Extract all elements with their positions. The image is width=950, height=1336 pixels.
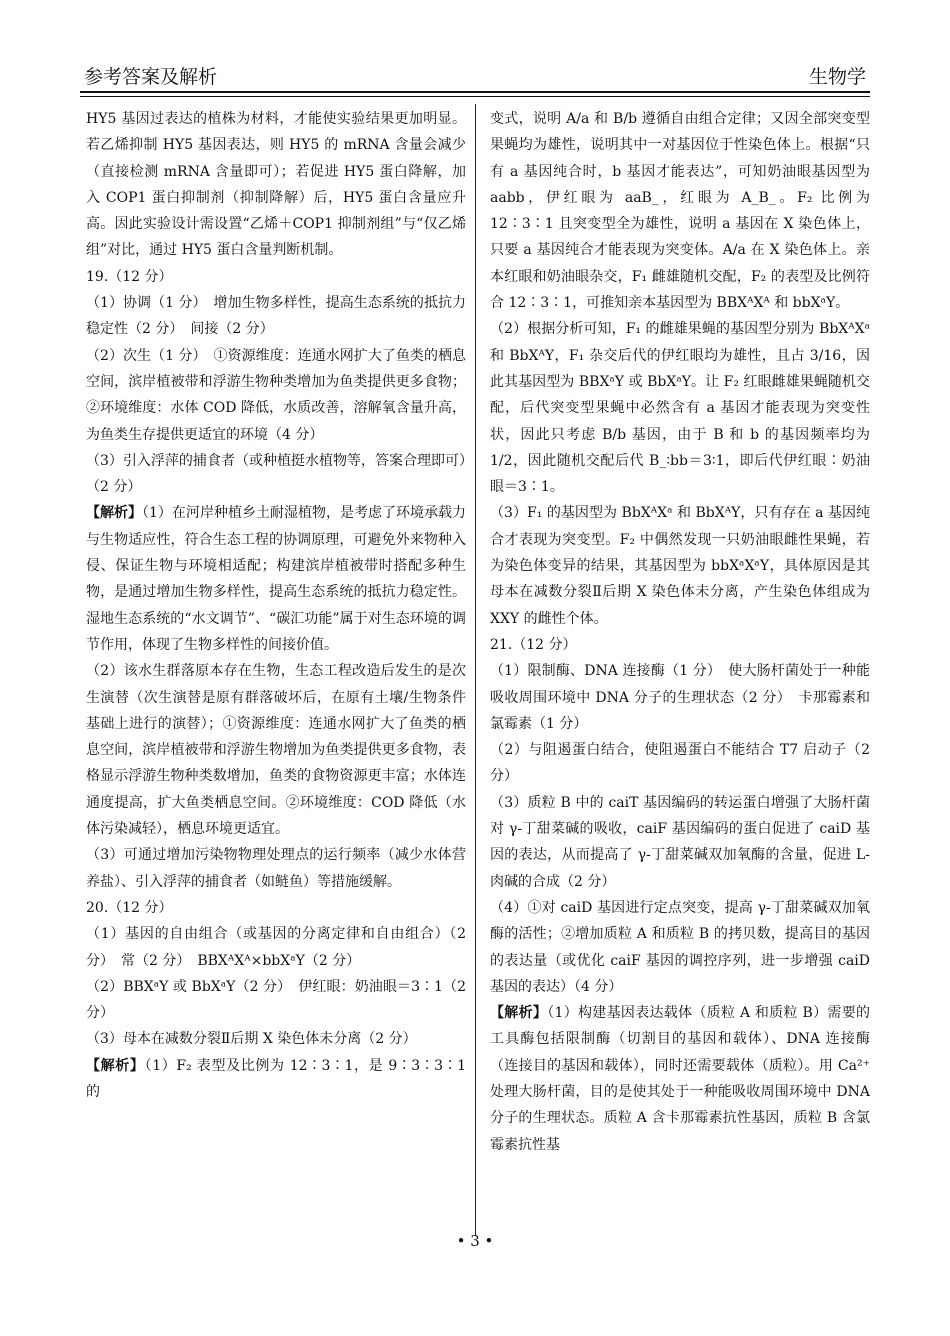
header-rule-thin <box>80 96 870 97</box>
answer-paragraph: （3）F₁ 的基因型为 BbXᴬXᵃ 和 BbXᴬY，只有存在 a 基因纯合才表现为突变型。F₂ 中偶然发现一只奶油眼雌性果蝇，若为染色体变异的结果，其基因型为 bbXᵃXᵃY，具体原因是其母本在减数分裂Ⅱ后期 X 染色体未分离，产生染色体组成为 XXY 的雌性个体。 <box>490 505 870 627</box>
analysis-paragraph <box>86 1053 466 1106</box>
answer-paragraph: （1）协调（1 分） 增加生物多样性，提高生态系统的抵抗力稳定性（2 分） 间接（2 分） <box>86 295 466 338</box>
question-number: 20.（12 分） <box>86 899 173 916</box>
answer-paragraph: （2）根据分析可知，F₁ 的雌雄果蝇的基因型分别为 BbXᴬXᵃ 和 BbXᴬY，F₁ 杂交后代的伊红眼均为雄性，且占 3/16，因此其基因型为 BBXᵃY 或 BbXᵃY。让 F₂ 红眼雌雄果蝇随机交配，后代突变型果蝇中必然含有 a 基因才能表现为突变性状，因此只考虑 B/b 基因，由于 B 和 b 的基因频率均为 1/2，因此随机交配后代 B_∶bb＝3∶1，即后代伊红眼∶奶油眼＝3∶1。 <box>490 321 870 496</box>
header-left-title: 参考答案及解析 <box>84 66 218 88</box>
answer-paragraph: （3）质粒 B 中的 caiT 基因编码的转运蛋白增强了大肠杆菌对 γ-丁甜菜碱的吸收，caiF 基因编码的蛋白促进了 caiD 基因的表达，从而提高了 γ-丁甜菜碱双加氧酶的含量，促进 L-肉碱的合成（2 分） <box>490 794 870 890</box>
right-column <box>490 106 870 1158</box>
page-header <box>80 58 870 92</box>
answer-paragraph: HY5 基因过表达的植株为材料，才能使实验结果更加明显。若乙烯抑制 HY5 基因表达，则 HY5 的 mRNA 含量会减少（直接检测 mRNA 含量即可）；若促进 HY5 蛋白降解，加入 COP1 蛋白抑制剂（抑制降解）后，HY5 蛋白含量应升高。因此实验设计需设置“乙烯＋COP1 抑制剂组”与“仅乙烯组”对比，通过 HY5 蛋白含量判断机制。 <box>86 111 466 259</box>
answer-paragraph: （1）限制酶、DNA 连接酶（1 分） 使大肠杆菌处于一种能吸收周围环境中 DNA 分子的生理状态（2 分） 卡那霉素和氯霉素（1 分） <box>490 663 870 732</box>
answer-paragraph: （2）该水生群落原本存在生物，生态工程改造后发生的是次生演替（次生演替是原有群落破坏后，在原有土壤/生物条件基础上进行的演替）；①资源维度：连通水网扩大了鱼类的栖息空间，滨岸植被带和浮游生物增加为鱼类提供更多食物，表格显示浮游生物种类数增加，鱼类的食物资源更丰富；水体连通度提高，扩大鱼类栖息空间。②环境维度：COD 降低（水体污染减轻），栖息环境更适宜。 <box>86 663 466 838</box>
answer-paragraph: （3）可通过增加污染物物理处理点的运行频率（减少水体营养盐）、引入浮萍的捕食者（如鲢鱼）等措施缓解。 <box>86 847 466 890</box>
analysis-tag: 【解析】 <box>490 1005 548 1022</box>
answer-paragraph: （4）①对 caiD 基因进行定点突变，提高 γ-丁甜菜碱双加氧酶的活性；②增加质粒 A 和质粒 B 的拷贝数，提高目的基因的表达量（或优化 caiF 基因的调控序列，进一步增强 caiD 基因的表达）（4 分） <box>490 899 870 995</box>
header-rule-thick <box>80 91 870 93</box>
question-number: 21.（12 分） <box>490 636 577 653</box>
answer-paragraph: （3）母本在减数分裂Ⅱ后期 X 染色体未分离（2 分） <box>86 1031 417 1048</box>
answer-paragraph: （2）与阻遏蛋白结合，使阻遏蛋白不能结合 T7 启动子（2 分） <box>490 742 870 785</box>
answer-paragraph: （3）引入浮萍的捕食者（或种植挺水植物等，答案合理即可）（2 分） <box>86 452 466 496</box>
analysis-paragraph <box>86 500 466 658</box>
left-column <box>86 106 466 1105</box>
analysis-tag: 【解析】 <box>86 505 143 522</box>
answer-paragraph: （2）次生（1 分） ①资源维度：连通水网扩大了鱼类的栖息空间，滨岸植被带和浮游生物种类增加为鱼类提供更多食物；②环境维度：水体 COD 降低，水质改善，溶解氧含量升高，为鱼类生存提供更适宜的环境（4 分） <box>86 347 466 443</box>
question-number: 19.（12 分） <box>86 268 173 285</box>
answer-paragraph: 变式，说明 A/a 和 B/b 遵循自由组合定律；又因全部突变型果蝇均为雄性，说明其中一对基因位于性染色体上。根据“只有 a 基因纯合时，b 基因才能表达”，可知奶油眼基因型为 aabb，伊红眼为 aaB_，红眼为 A_B_。F₂ 比例为 12∶3∶1 且突变型全为雄性，说明 a 基因在 X 染色体上，只要 a 基因纯合才能表现为突变体。A/a 在 X 染色体上。亲本红眼和奶油眼杂交，F₁ 雌雄随机交配，F₂ 的表型及比例符合 12∶3∶1，可推知亲本基因型为 BBXᴬXᴬ 和 bbXᵃY。 <box>490 111 870 312</box>
column-divider <box>475 104 476 1236</box>
header-subject: 生物学 <box>808 66 866 88</box>
analysis-tag: 【解析】 <box>86 1057 145 1074</box>
analysis-text: （1）F₂ 表型及比例为 12∶3∶1，是 9∶3∶3∶1 的 <box>86 1057 467 1100</box>
analysis-text: （1）构建基因表达载体（质粒 A 和质粒 B）需要的工具酶包括限制酶（切割目的基因和载体）、DNA 连接酶（连接目的基因和载体），同时还需要载体（质粒）。用 Ca²⁺ 处理大肠杆菌，目的是使其处于一种能吸收周围环境中 DNA 分子的生理状态。质粒 A 含卡那霉素抗性基因，质粒 B 含氯霉素抗性基 <box>490 1005 871 1153</box>
page-number: • 3 • <box>456 1232 494 1250</box>
answer-paragraph: （2）BBXᵃY 或 BbXᵃY（2 分） 伊红眼：奶油眼＝3∶1（2 分） <box>86 978 466 1022</box>
analysis-paragraph <box>490 1000 870 1158</box>
analysis-text: （1）在河岸种植乡土耐湿植物，是考虑了环境承载力与生物适应性，符合生态工程的协调原理，可避免外来物种入侵、保证生物与环境相适配；构建滨岸植被带时搭配多种生物，是通过增加生物多样性，提高生态系统的抵抗力稳定性。湿地生态系统的“水文调节”、“碳汇功能”属于对生态环境的调节作用，体现了生物多样性的间接价值。 <box>86 505 467 653</box>
answer-paragraph: （1）基因的自由组合（或基因的分离定律和自由组合）（2 分） 常（2 分） BBXᴬXᴬ×bbXᵃY（2 分） <box>86 926 466 969</box>
